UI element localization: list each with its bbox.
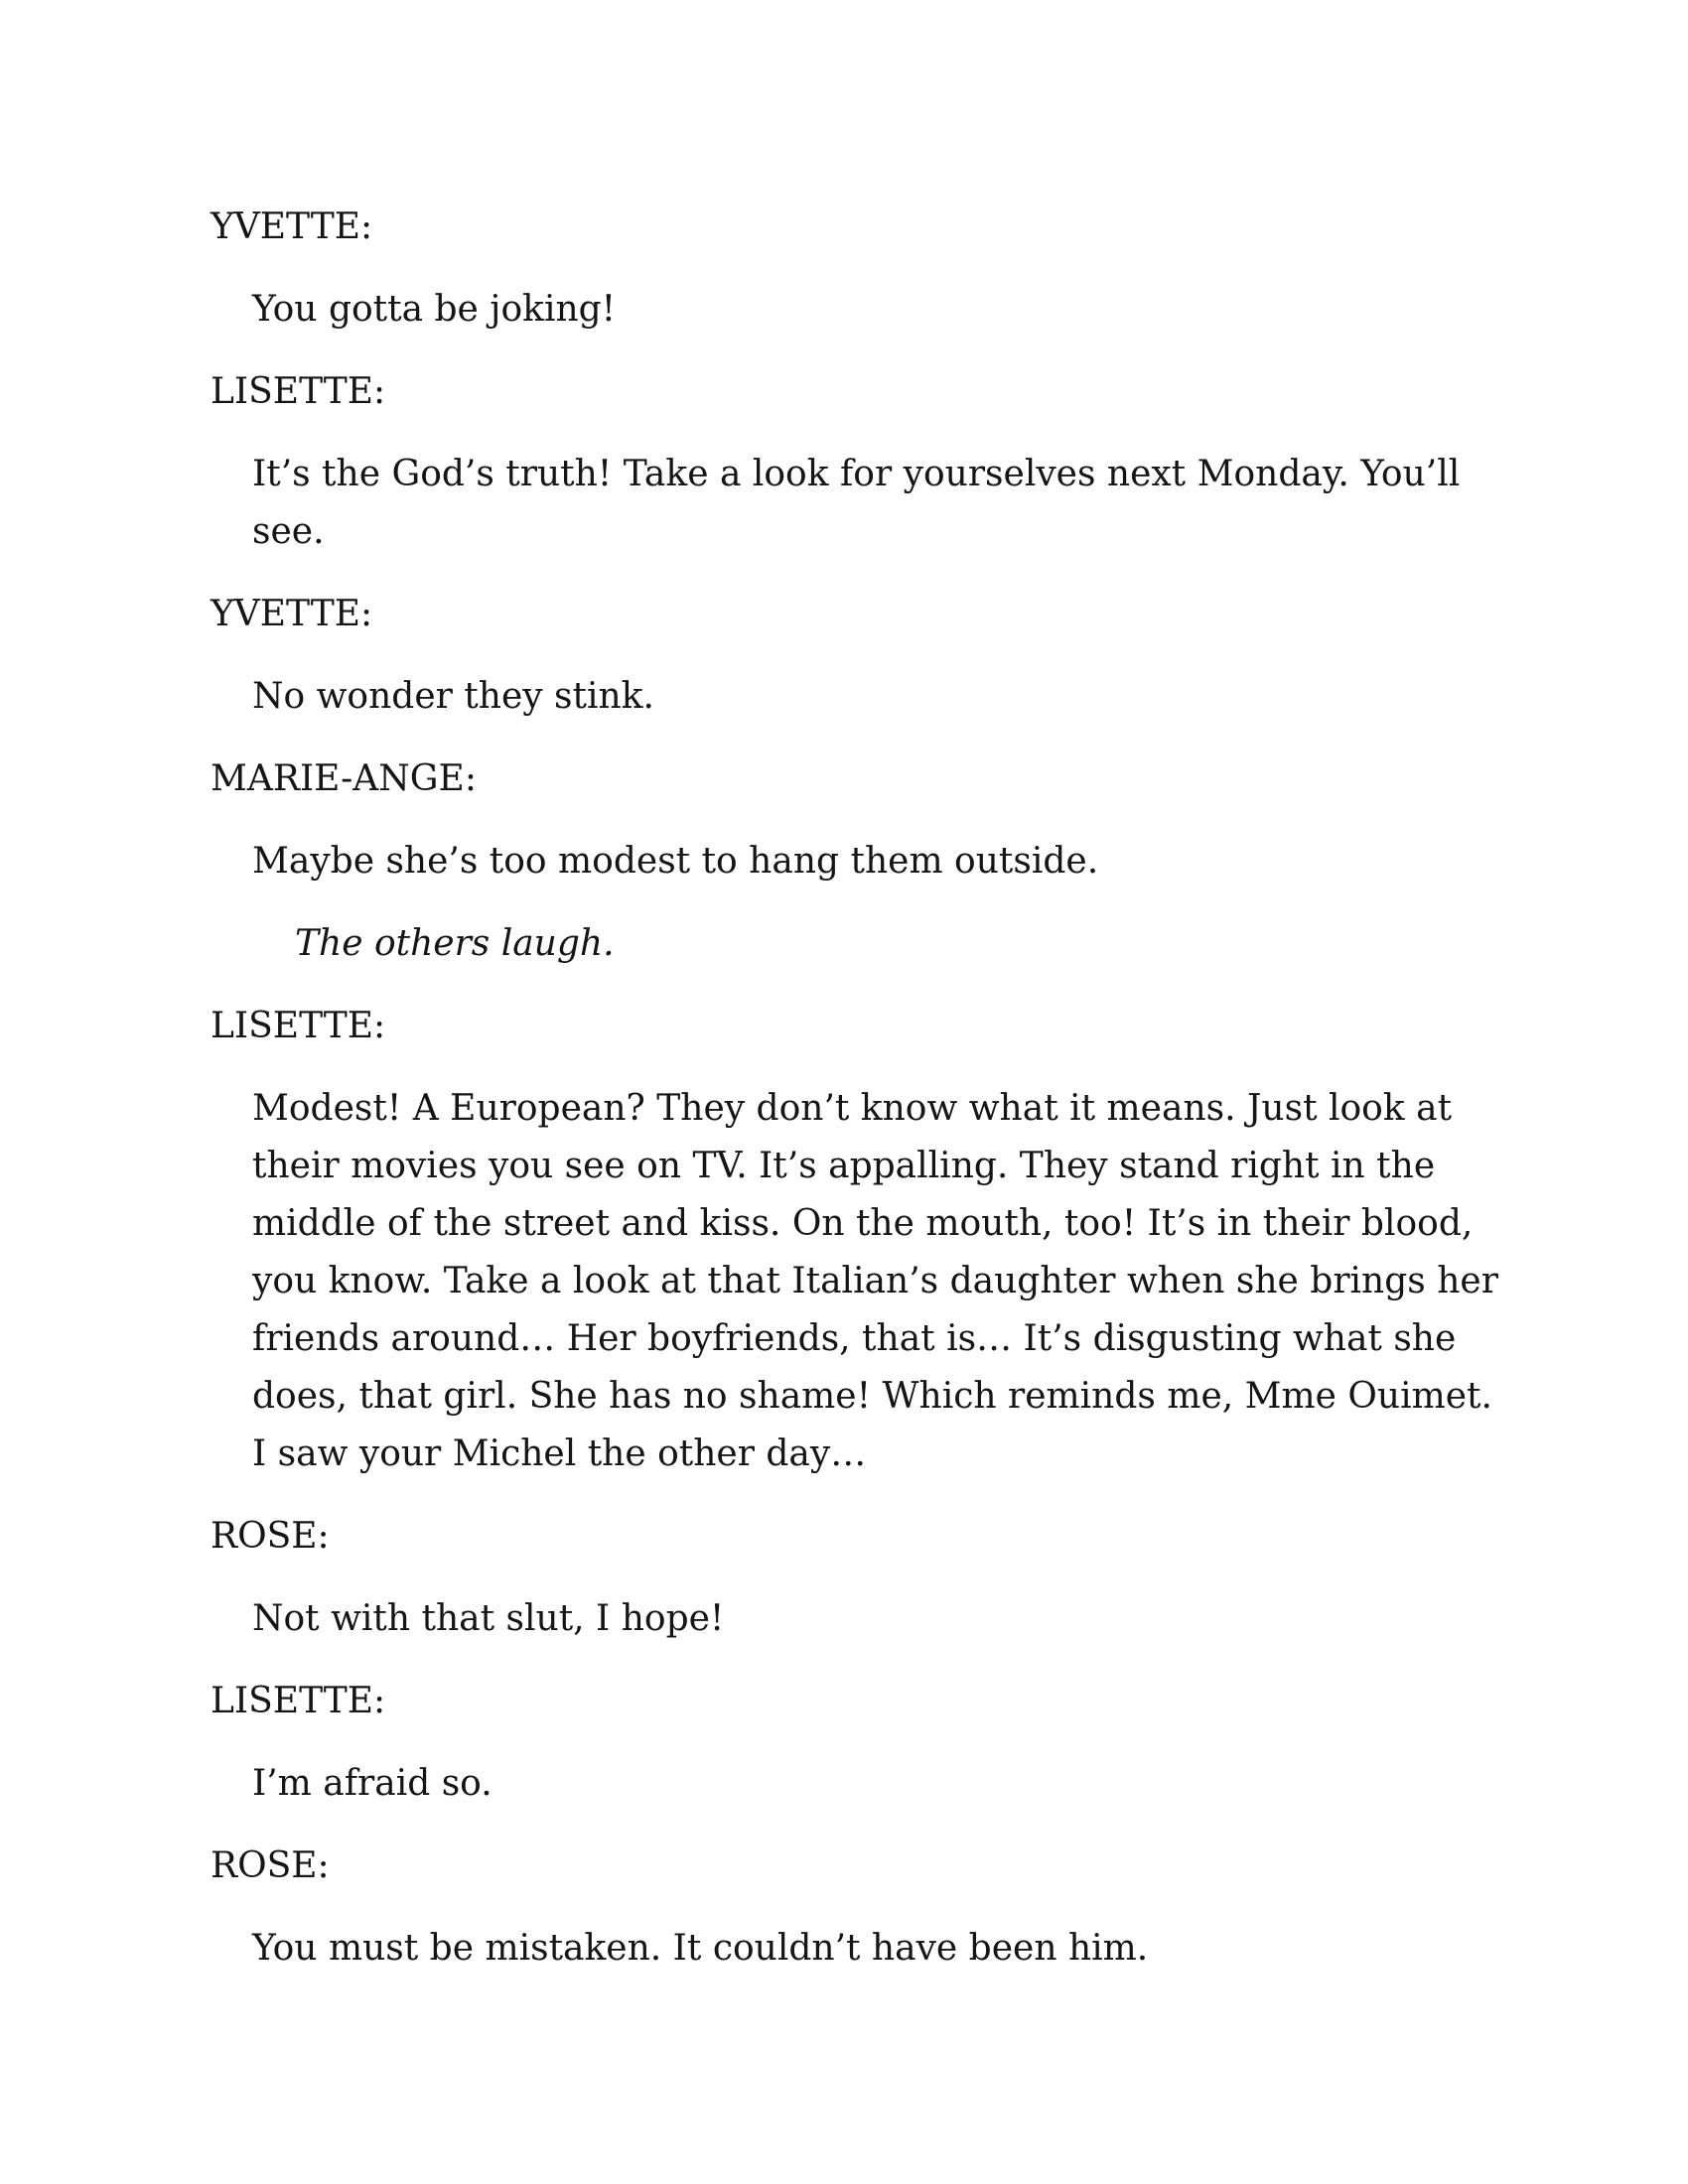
speaker-name: MARIE-ANGE: (211, 758, 477, 799)
dialogue-line: You must be mistaken. It couldn’t have been him. (252, 1928, 1149, 1969)
speaker-name: LISETTE: (211, 1681, 386, 1721)
dialogue-line: I’m afraid so. (252, 1763, 492, 1804)
speaker-name: LISETTE: (211, 371, 386, 412)
script-page (211, 199, 1501, 2002)
dialogue-line: You gotta be joking! (252, 289, 617, 330)
speaker-name: ROSE: (211, 1516, 330, 1557)
dialogue-line: Not with that slut, I hope! (252, 1598, 725, 1639)
stage-direction: The others laugh. (295, 923, 615, 964)
dialogue-line: Maybe she’s too modest to hang them outside. (252, 841, 1099, 882)
dialogue-line: No wonder they stink. (252, 676, 654, 717)
speaker-name: YVETTE: (211, 594, 373, 634)
dialogue-line: Modest! A European? They don’t know what it means. Just look at their movies you see on TV. It’s appalling. They stand right in the middle of the street and kiss. On the mouth, too! It’s in their blood, you know. Take a look at that Italian’s daughter when she brings her friends around… Her boyfriends, that is… It’s disgusting what she does, that girl. She has no shame! Which reminds me, Mme Ouimet. I saw your Michel the other day… (252, 1088, 1498, 1474)
speaker-name: ROSE: (211, 1845, 330, 1886)
speaker-name: LISETTE: (211, 1006, 386, 1046)
dialogue-line: It’s the God’s truth! Take a look for yourselves next Monday. You’ll see. (252, 454, 1461, 552)
speaker-name: YVETTE: (211, 206, 373, 247)
